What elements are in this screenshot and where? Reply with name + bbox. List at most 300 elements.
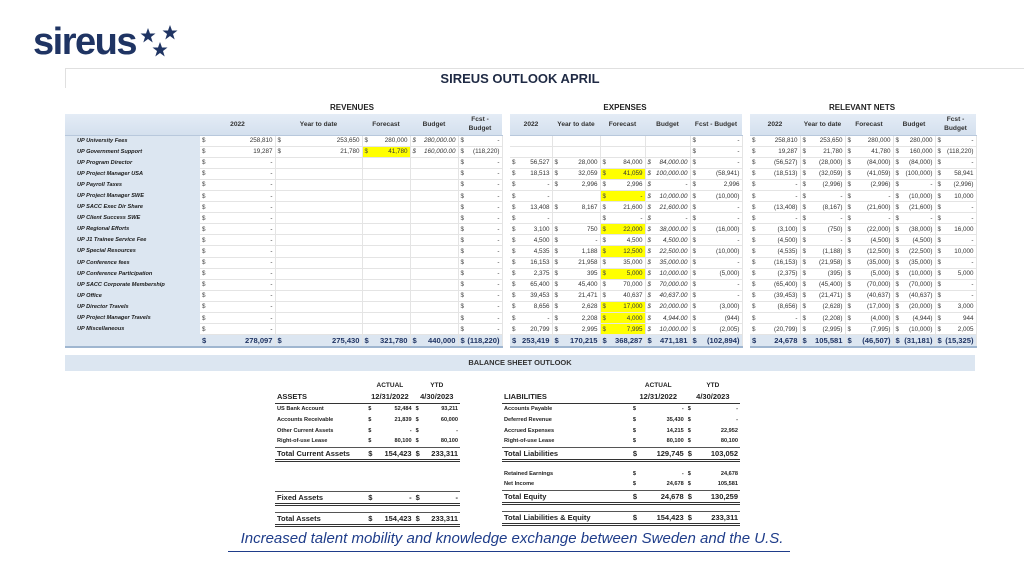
rev-cell — [362, 257, 410, 268]
rev-cell — [275, 157, 362, 168]
actual-value: 24,678 — [666, 481, 684, 488]
exp-cell — [645, 157, 690, 168]
rev-cell — [275, 202, 362, 213]
rev-cell — [200, 202, 275, 213]
cell-value: 2,628 — [581, 303, 598, 311]
table-row — [65, 257, 1024, 268]
cell-value: 24,678 — [774, 335, 798, 345]
bs-row — [275, 447, 460, 460]
rev-cell — [458, 279, 502, 290]
nets-cell — [935, 157, 976, 168]
dollar-sign: $ — [554, 325, 559, 333]
nets-cell — [845, 324, 893, 335]
cell-value: (41,059) — [867, 170, 891, 178]
rev-cell — [275, 246, 362, 257]
cell-value: - — [930, 214, 933, 222]
exp-cell — [600, 157, 645, 168]
exp-cell — [552, 190, 600, 201]
cell-value: - — [795, 181, 798, 189]
table-row — [65, 168, 1024, 179]
rev-cell — [200, 168, 275, 179]
cell-value: (8,656) — [777, 303, 798, 311]
ytd-value: 93,211 — [441, 405, 458, 412]
cell-value: - — [971, 214, 974, 222]
dollar-sign: $ — [692, 314, 697, 322]
dollar-sign: $ — [460, 270, 465, 278]
bs-row — [502, 403, 740, 414]
cell-value: - — [795, 214, 798, 222]
nets-cell — [935, 301, 976, 312]
ytd-header: YTD — [430, 382, 444, 389]
cell-value: 253,650 — [336, 137, 360, 145]
nets-cell — [800, 313, 845, 324]
cell-value: - — [270, 159, 273, 167]
dollar-sign: $ — [847, 225, 852, 233]
dollar-sign: $ — [895, 236, 900, 244]
nets-cell — [935, 235, 976, 246]
cell-value: (2,208) — [822, 314, 843, 322]
row-label — [65, 335, 200, 347]
outlook-table — [65, 114, 1024, 348]
cell-value: - — [840, 192, 843, 200]
dollar-sign: $ — [602, 292, 607, 300]
bs-label: Deferred Revenue — [504, 416, 552, 423]
ytd-value: 233,311 — [424, 512, 460, 525]
dollar-sign: $ — [802, 203, 807, 211]
dollar-sign: $ — [554, 259, 559, 267]
ytd-value: - — [736, 416, 738, 423]
rev-cell — [458, 301, 502, 312]
cell-value: 41,780 — [871, 148, 891, 156]
cell-value: (3,100) — [777, 225, 798, 233]
cell-value: - — [888, 214, 891, 222]
row-label: UP University Fees — [65, 135, 200, 146]
dollar-sign: $ — [631, 447, 641, 460]
cell-value: 2,005 — [957, 325, 974, 333]
nets-cell — [893, 168, 935, 179]
rev-cell — [200, 235, 275, 246]
cell-value: (100,000) — [905, 170, 933, 178]
dollar-sign: $ — [554, 314, 559, 322]
cell-value: 84,000 — [623, 159, 643, 167]
nets-cell — [935, 324, 976, 335]
row-label: UP Project Manager Travels — [65, 313, 200, 324]
cell-value: 10,000.00 — [659, 325, 688, 333]
exp-cell — [510, 235, 552, 246]
dollar-sign: $ — [632, 481, 636, 488]
dollar-sign: $ — [692, 181, 697, 189]
cell-value: - — [497, 247, 500, 255]
cell-value: 21,780 — [823, 148, 843, 156]
rev-cell — [200, 190, 275, 201]
dollar-sign: $ — [895, 281, 900, 289]
spacer — [502, 460, 740, 468]
nets-cell — [845, 246, 893, 257]
actual-value: 21,839 — [394, 416, 412, 423]
table-row — [65, 202, 1024, 213]
rev-cell — [200, 301, 275, 312]
cell-value: 21,600.00 — [659, 203, 688, 211]
cell-value: - — [270, 170, 273, 178]
dollar-sign: $ — [687, 481, 691, 488]
spacer — [976, 135, 1024, 146]
spacer — [502, 190, 510, 201]
dollar-sign: $ — [512, 303, 516, 311]
nets-cell — [845, 257, 893, 268]
spacer — [976, 179, 1024, 190]
rev-cell — [200, 213, 275, 224]
nets-cell — [893, 202, 935, 213]
dollar-sign: $ — [602, 314, 607, 322]
cell-value: 40,637 — [623, 292, 643, 300]
row-label: UP Project Manager SWE — [65, 190, 200, 201]
rev-cell — [200, 257, 275, 268]
spacer — [976, 224, 1024, 235]
cell-value: 280,000 — [909, 137, 933, 145]
cell-value: 368,287 — [615, 335, 643, 345]
cell-value: 253,419 — [522, 335, 550, 345]
nets-cell — [935, 246, 976, 257]
dollar-sign: $ — [692, 137, 697, 145]
cell-value: 253,650 — [819, 137, 843, 145]
ytd-value: - — [736, 405, 738, 412]
cell-value: - — [497, 214, 500, 222]
nets-cell — [845, 202, 893, 213]
table-row — [65, 213, 1024, 224]
footer-underline — [228, 551, 790, 552]
rev-cell — [200, 313, 275, 324]
dollar-sign: $ — [895, 335, 900, 345]
rev-cell — [362, 324, 410, 335]
rev-cell — [458, 202, 502, 213]
dollar-sign: $ — [692, 325, 697, 333]
cell-value: - — [547, 314, 550, 322]
rev-cell — [275, 324, 362, 335]
spacer — [976, 268, 1024, 279]
bs-row — [502, 447, 740, 460]
dollar-sign: $ — [512, 292, 516, 300]
nets-cell — [935, 290, 976, 301]
spacer — [976, 301, 1024, 312]
rev-cell — [410, 190, 458, 201]
dollar-sign: $ — [512, 314, 516, 322]
spacer — [742, 135, 750, 146]
dollar-sign: $ — [554, 170, 559, 178]
spacer — [275, 381, 366, 390]
cell-value: (2,996) — [822, 181, 843, 189]
dollar-sign: $ — [460, 214, 465, 222]
exp-cell — [645, 257, 690, 268]
cell-value: 21,471 — [578, 292, 598, 300]
exp-cell — [510, 135, 552, 146]
cell-value: 8,167 — [581, 203, 598, 211]
nets-col-header: Forecast — [845, 114, 893, 135]
rev-cell — [200, 335, 275, 347]
exp-cell — [510, 157, 552, 168]
dollar-sign: $ — [692, 203, 697, 211]
exp-cell — [552, 146, 600, 157]
ytd-value: 24,678 — [720, 470, 738, 477]
dollar-sign: $ — [414, 491, 424, 504]
spacer — [502, 146, 510, 157]
spacer — [275, 504, 460, 512]
cell-value: (56,527) — [774, 159, 798, 167]
cell-value: - — [595, 236, 598, 244]
spacer — [976, 279, 1024, 290]
rev-cell — [275, 135, 362, 146]
exp-cell — [645, 335, 690, 347]
spacer — [976, 114, 1024, 135]
cell-value: (5,000) — [870, 270, 891, 278]
dollar-sign: $ — [687, 405, 691, 412]
cell-value: 20,799 — [530, 325, 550, 333]
exp-cell — [645, 290, 690, 301]
dollar-sign: $ — [802, 192, 807, 200]
cell-value: (70,000) — [867, 281, 891, 289]
row-label: UP Program Director — [65, 157, 200, 168]
nets-cell — [893, 324, 935, 335]
nets-cell — [750, 301, 800, 312]
spacer — [976, 146, 1024, 157]
cell-value: (4,500) — [870, 236, 891, 244]
dollar-sign: $ — [937, 325, 942, 333]
dollar-sign: $ — [460, 148, 465, 156]
nets-cell — [893, 135, 935, 146]
nets-cell — [845, 268, 893, 279]
cell-value: 58,941 — [954, 170, 974, 178]
rev-cell — [275, 235, 362, 246]
cell-value: 21,780 — [340, 148, 360, 156]
dollar-sign: $ — [692, 259, 697, 267]
dollar-sign: $ — [647, 170, 652, 178]
dollar-sign: $ — [937, 192, 942, 200]
dollar-sign: $ — [647, 325, 652, 333]
cell-value: - — [497, 181, 500, 189]
dollar-sign: $ — [364, 137, 369, 145]
cell-value: (4,000) — [870, 314, 891, 322]
dollar-sign: $ — [895, 325, 900, 333]
spacer — [742, 290, 750, 301]
cell-value: - — [737, 214, 740, 222]
rev-col-header: Forecast — [362, 114, 410, 135]
dollar-sign: $ — [686, 447, 696, 460]
dollar-sign: $ — [895, 259, 900, 267]
rev-cell — [275, 168, 362, 179]
nets-cell — [845, 135, 893, 146]
nets-cell — [893, 224, 935, 235]
ytd-value: 22,952 — [720, 427, 738, 434]
exp-cell — [645, 301, 690, 312]
dollar-sign: $ — [802, 236, 807, 244]
exp-cell — [552, 179, 600, 190]
spacer — [742, 235, 750, 246]
nets-cell — [800, 290, 845, 301]
exp-cell — [645, 179, 690, 190]
nets-cell — [800, 168, 845, 179]
row-label: UP J1 Trainee Service Fee — [65, 235, 200, 246]
rev-cell — [458, 135, 502, 146]
dollar-sign: $ — [647, 181, 652, 189]
rev-col-header: Year to date — [275, 114, 362, 135]
ytd-value: 233,311 — [424, 447, 460, 460]
bs-label: Accrued Expenses — [504, 427, 555, 434]
dollar-sign: $ — [752, 335, 757, 345]
exp-cell — [510, 279, 552, 290]
dollar-sign: $ — [202, 281, 206, 289]
liabilities-table — [502, 381, 740, 526]
dollar-sign: $ — [368, 438, 372, 445]
nets-cell — [845, 179, 893, 190]
nets-cell — [893, 268, 935, 279]
dollar-sign: $ — [512, 281, 516, 289]
assets-table — [275, 381, 460, 527]
row-label: UP Director Travels — [65, 301, 200, 312]
cell-value: 2,996 — [581, 181, 598, 189]
dollar-sign: $ — [202, 247, 206, 255]
nets-cell — [800, 257, 845, 268]
exp-cell — [690, 246, 742, 257]
dollar-sign: $ — [895, 225, 900, 233]
exp-cell — [552, 335, 600, 347]
cell-value: - — [640, 192, 643, 200]
rev-cell — [458, 235, 502, 246]
actual-value: 80,100 — [666, 438, 684, 445]
actual-value: 35,430 — [666, 416, 684, 423]
rev-cell — [200, 157, 275, 168]
nets-cell — [845, 146, 893, 157]
dollar-sign: $ — [202, 137, 206, 145]
row-label: UP Regional Efforts — [65, 224, 200, 235]
dollar-sign: $ — [802, 325, 807, 333]
cell-value: 275,430 — [332, 335, 360, 345]
nets-cell — [893, 335, 935, 347]
dollar-sign: $ — [202, 170, 206, 178]
rev-cell — [410, 324, 458, 335]
bs-row — [502, 511, 740, 524]
dollar-sign: $ — [368, 427, 372, 434]
spacer — [502, 279, 510, 290]
nets-cell — [935, 213, 976, 224]
rev-cell — [362, 268, 410, 279]
nets-cell — [750, 157, 800, 168]
cell-value: (46,507) — [862, 335, 891, 345]
exp-cell — [510, 190, 552, 201]
exp-cell — [690, 324, 742, 335]
dollar-sign: $ — [937, 247, 942, 255]
exp-cell — [552, 246, 600, 257]
dollar-sign: $ — [512, 259, 516, 267]
cell-value: 21,958 — [578, 259, 598, 267]
cell-value: 19,287 — [253, 148, 273, 156]
dollar-sign: $ — [692, 236, 697, 244]
cell-value: - — [640, 214, 643, 222]
dollar-sign: $ — [752, 270, 756, 278]
rev-cell — [362, 135, 410, 146]
cell-value: (2,628) — [822, 303, 843, 311]
cell-value: (2,005) — [719, 325, 740, 333]
dollar-sign: $ — [752, 214, 756, 222]
page-title: SIREUS OUTLOOK APRIL — [440, 71, 600, 86]
nets-cell — [893, 179, 935, 190]
spacer — [502, 213, 510, 224]
spacer — [502, 246, 510, 257]
exp-cell — [645, 135, 690, 146]
row-label: UP Conference Participation — [65, 268, 200, 279]
dollar-sign: $ — [647, 314, 652, 322]
dollar-sign: $ — [647, 270, 652, 278]
dollar-sign: $ — [364, 148, 369, 156]
cell-value: (10,000) — [909, 192, 933, 200]
cell-value: 3,000 — [957, 303, 974, 311]
nets-cell — [893, 190, 935, 201]
dollar-sign: $ — [512, 203, 516, 211]
dollar-sign: $ — [692, 270, 697, 278]
dollar-sign: $ — [554, 270, 559, 278]
rev-cell — [200, 290, 275, 301]
rev-cell — [458, 168, 502, 179]
exp-cell — [600, 235, 645, 246]
dollar-sign: $ — [277, 335, 282, 345]
rev-cell — [458, 224, 502, 235]
table-row — [65, 313, 1024, 324]
row-label: UP Payroll Taxes — [65, 179, 200, 190]
dollar-sign: $ — [512, 325, 516, 333]
dollar-sign: $ — [847, 281, 852, 289]
cell-value: 13,408 — [530, 203, 550, 211]
rev-cell — [362, 168, 410, 179]
rev-cell — [410, 290, 458, 301]
cell-value: 3,100 — [533, 225, 550, 233]
cell-value: (10,000) — [716, 247, 740, 255]
dollar-sign: $ — [202, 259, 206, 267]
bs-row — [502, 414, 740, 425]
cell-value: (17,000) — [867, 303, 891, 311]
exp-cell — [552, 301, 600, 312]
dollar-sign: $ — [202, 314, 206, 322]
dollar-sign: $ — [692, 281, 697, 289]
spacer — [502, 202, 510, 213]
dollar-sign: $ — [937, 259, 942, 267]
dollar-sign: $ — [692, 159, 697, 167]
cell-value: - — [270, 247, 273, 255]
nets-cell — [935, 135, 976, 146]
dollar-sign: $ — [460, 181, 465, 189]
spacer — [976, 313, 1024, 324]
nets-cell — [800, 202, 845, 213]
cell-value: (750) — [827, 225, 843, 233]
exp-cell — [600, 313, 645, 324]
exp-cell — [690, 235, 742, 246]
dollar-sign: $ — [512, 247, 516, 255]
dollar-sign: $ — [602, 159, 607, 167]
nets-cell — [935, 168, 976, 179]
dollar-sign: $ — [460, 259, 465, 267]
section-heading: LIABILITIES — [502, 390, 631, 403]
cell-value: (70,000) — [909, 281, 933, 289]
rev-cell — [410, 224, 458, 235]
cell-value: 280,000 — [867, 137, 891, 145]
ytd-value: 130,259 — [696, 490, 740, 503]
nets-cell — [750, 268, 800, 279]
actual-value: 14,215 — [666, 427, 684, 434]
dollar-sign: $ — [460, 170, 465, 178]
rev-cell — [200, 324, 275, 335]
exp-cell — [645, 224, 690, 235]
cell-value: 10,000.00 — [659, 192, 688, 200]
dollar-sign: $ — [512, 159, 516, 167]
cell-value: 2,995 — [581, 325, 598, 333]
nets-cell — [845, 224, 893, 235]
